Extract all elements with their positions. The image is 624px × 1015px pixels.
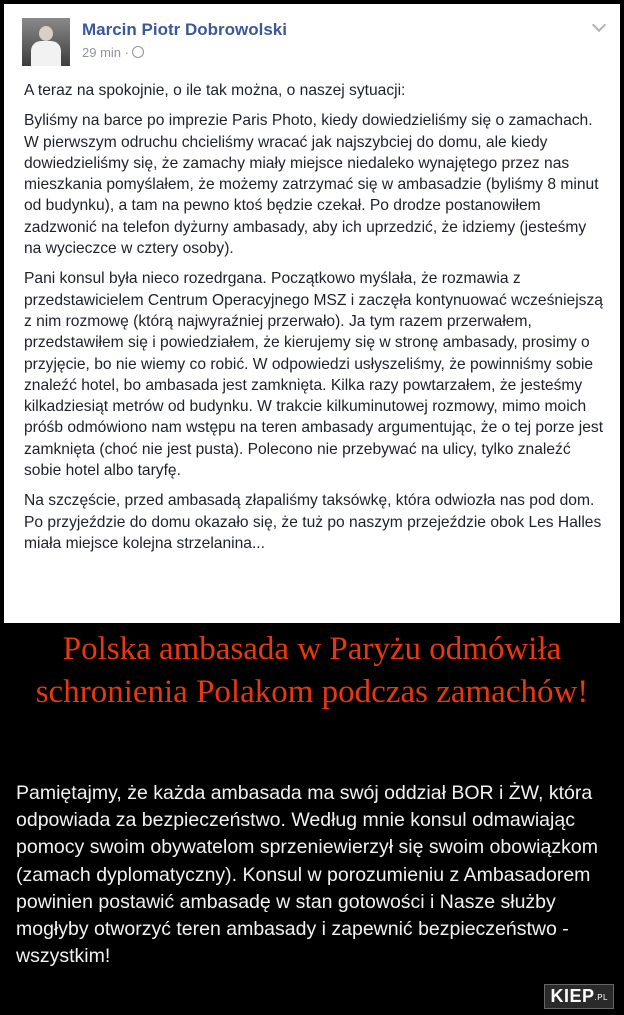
post-time[interactable]: 29 min · [82,45,129,60]
avatar-head [39,26,53,41]
avatar[interactable] [22,18,70,66]
avatar-body [31,41,61,66]
watermark-suffix: .PL [594,993,608,1002]
watermark-logo [544,984,614,1009]
post-paragraph: Byliśmy na barce po imprezie Paris Photo, kiedy dowiedzieliśmy się o zamachach. W pierwszym odruchu chcieliśmy wracać jak najszybciej do domu, ale kiedy dowiedzieliśmy się, że zamachy miały miejsce niedaleko wynajętego przez nas mieszkania pomyślałem, że możemy zatrzymać się w ambasadzie (byliśmy 8 minut od budynku), a tam na pewno ktoś będzie czekał. Po drodze postanowiłem zadzwonić na telefon dyżurny ambasady, aby ich uprzedzić, że idziemy (jesteśmy na wycieczce w cztery osoby). [24,112,599,258]
post-text [14,80,610,554]
headline: Polska ambasada w Paryżu odmówiła schronienia Polakom podczas zamachów! [35,631,589,710]
chevron-down-icon[interactable] [592,18,606,32]
post-meta [82,45,144,60]
commentary-text: Pamiętajmy, że każda ambasada ma swój oddział BOR i ŻW, która odpowiada za bezpieczeństwo. Według mnie konsul odmawiając pomocy swoim obywatelom sprzeniewierzył się swoim obowiązkom (zamach dyplomatyczny). Konsul w porozumieniu z Ambasadorem powinien postawić ambasadę w stan gotowości i Nasze służby mogłyby otworzyć teren ambasady i zapewnić bezpieczeństwo - wszystkim! [16,782,598,968]
post-paragraph: A teraz na spokojnie, o ile tak można, o naszej sytuacji: [24,82,406,99]
watermark-main: KIEP [550,986,595,1006]
post-header [14,14,610,66]
globe-icon [132,46,144,58]
facebook-post [4,4,620,623]
post-paragraph: Na szczęście, przed ambasadą złapaliśmy taksówkę, która odwiozła nas pod dom. Po przyjeździe do domu okazało się, że tuż po naszym przejeździe obok Les Halles miała miejsce kolejna strzelanina... [24,492,602,552]
post-paragraph: Pani konsul była nieco rozedrgana. Początkowo myślała, że rozmawia z przedstawicielem Centrum Operacyjnego MSZ i zaczęła kontynuować wcześniejszą z nim rozmowę (którą najwyraźniej przerwało). Ja tym razem przerwałem, przedstawiłem się i powiedziałem, że kierujemy się w stronę ambasady, prosimy o przyjęcie, bo nie wiemy co robić. W odpowiedzi usłyszeliśmy, że powinniśmy sobie znaleźć hotel, bo ambasada jest zamknięta. Kilka razy powtarzałem, że jesteśmy kilkadziesiąt metrów od budynku. W trakcie kilkuminutowej rozmowy, mimo moich próśb odmówiono nam wstępu na teren ambasady argumentując, że o tej porze jest zamknięta (choć nie jest pusta). Polecono nie przebywać na ulicy, tylko znaleźć sobie hotel albo taryfę. [24,270,604,480]
author-name[interactable]: Marcin Piotr Dobrowolski [82,20,287,39]
